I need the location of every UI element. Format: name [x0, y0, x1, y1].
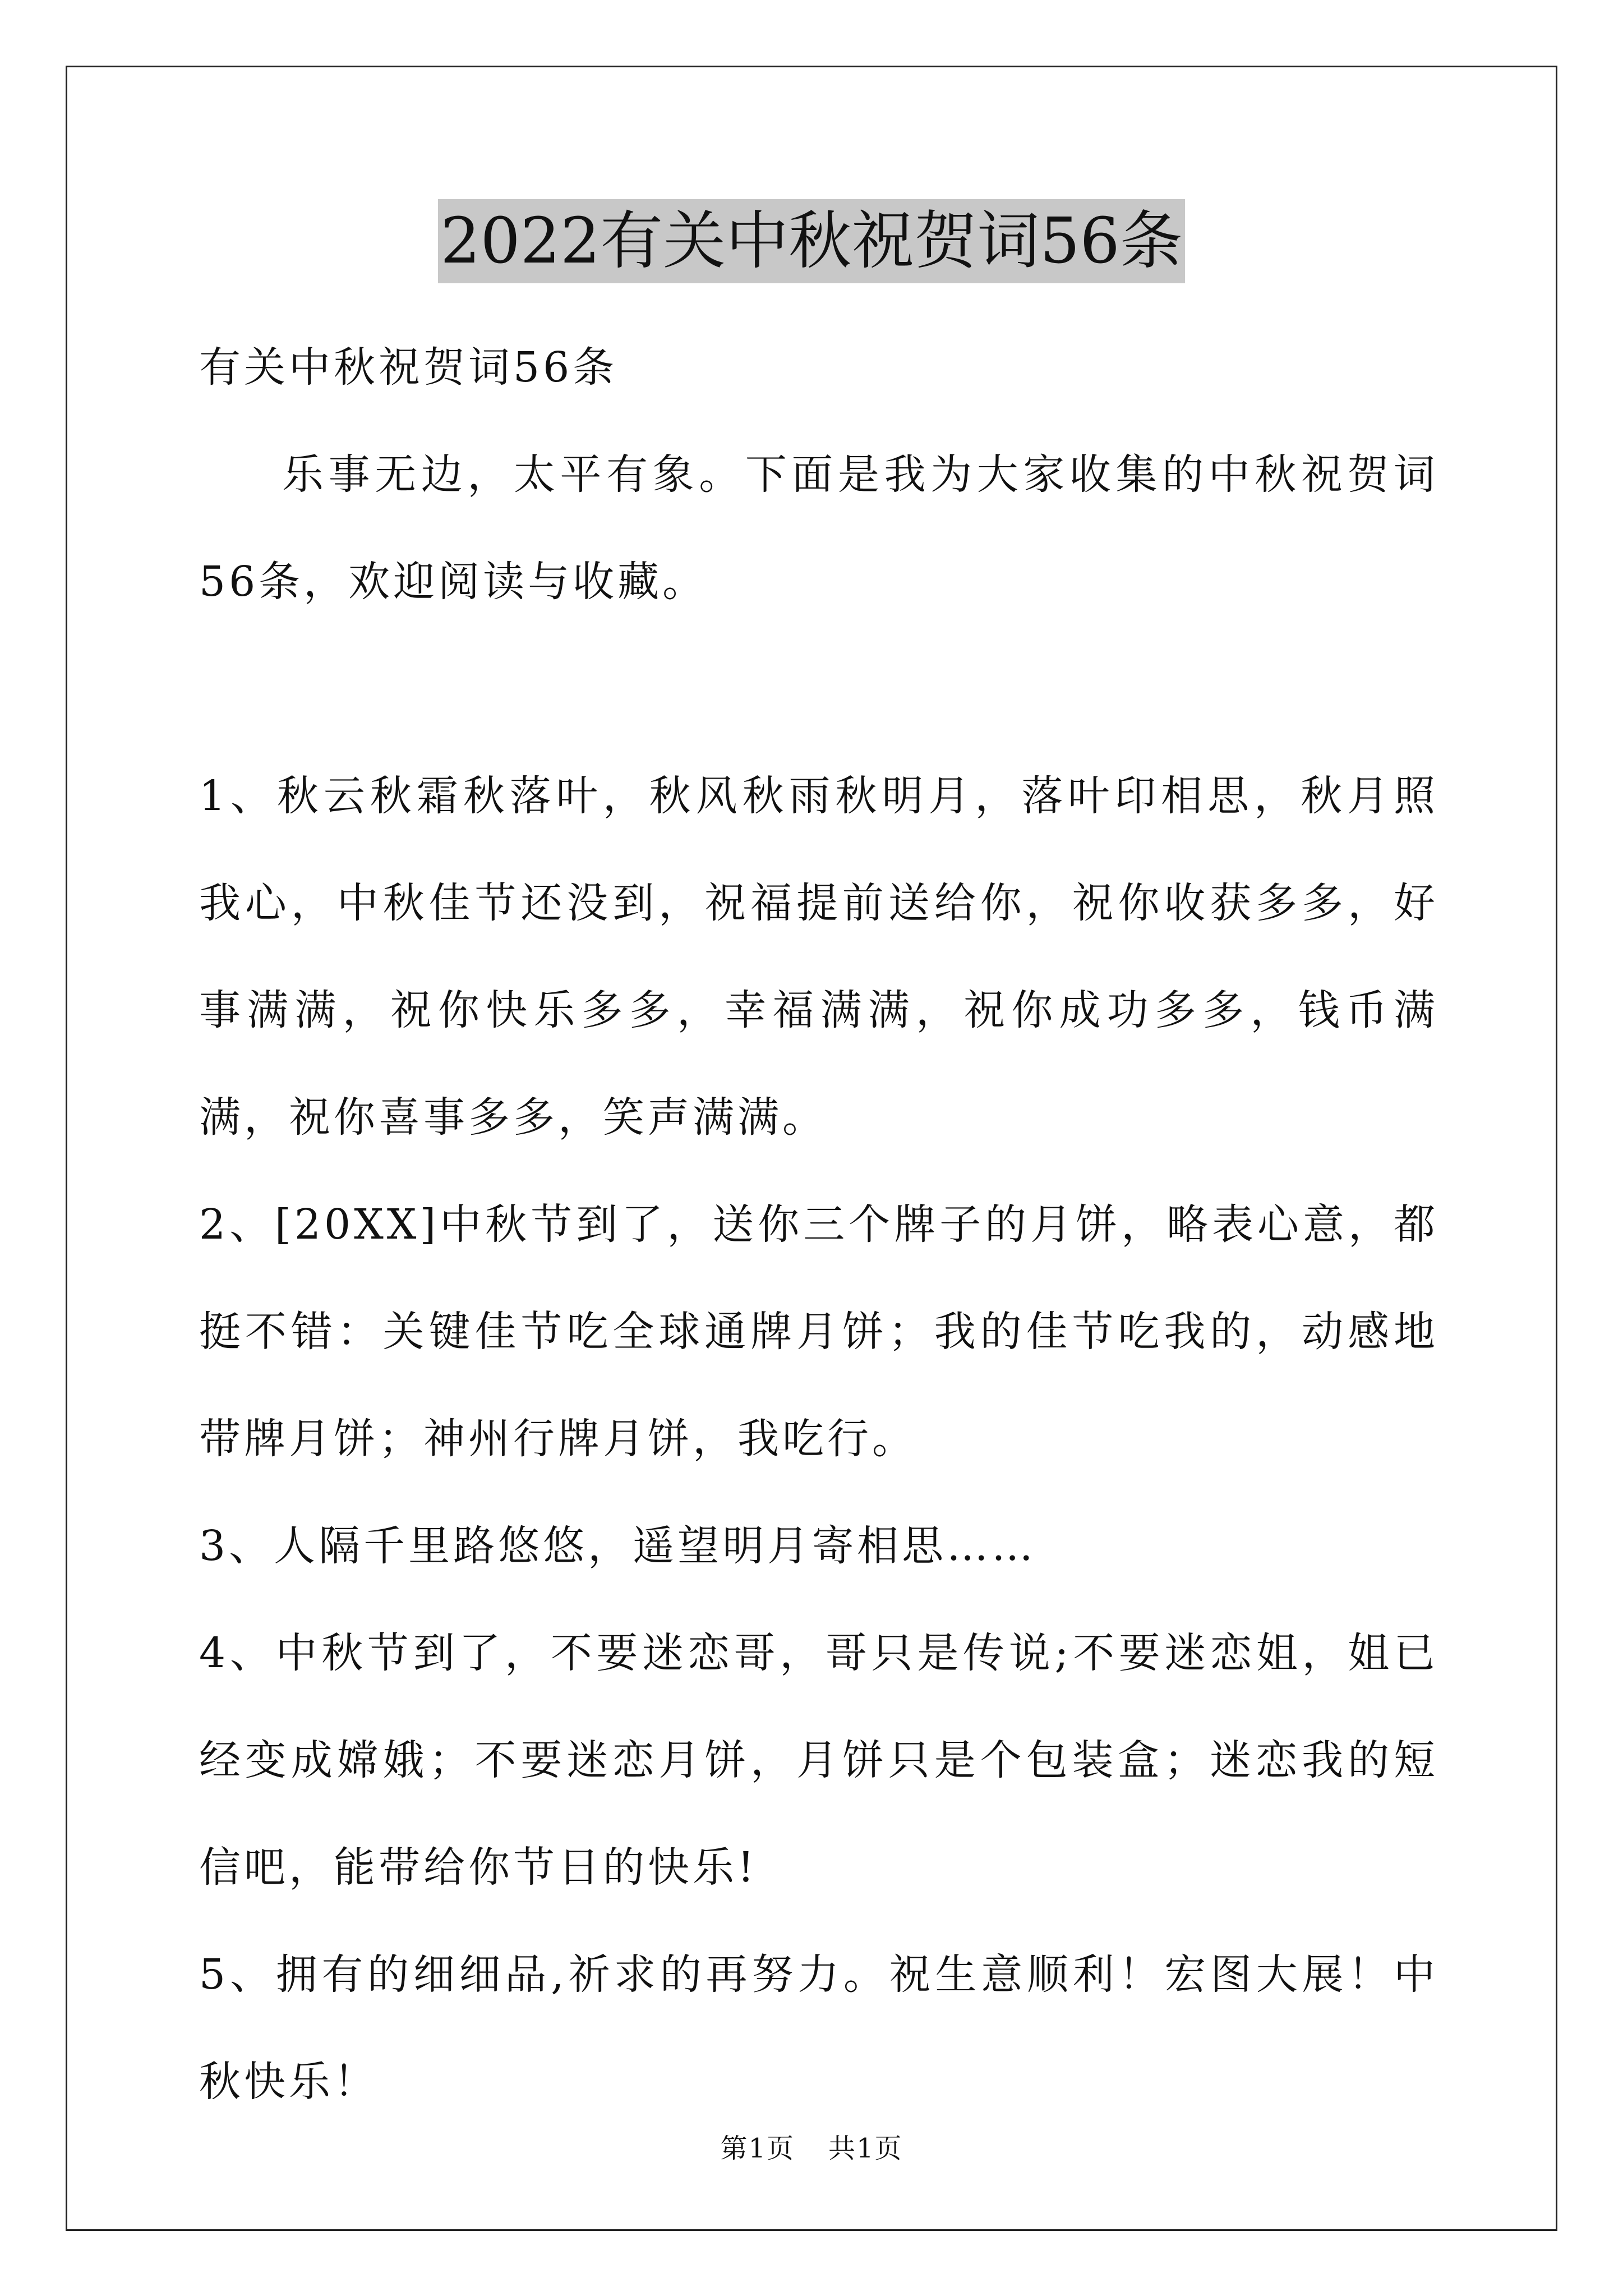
- title-container: [0, 199, 1623, 283]
- document-body: [199, 314, 1438, 2136]
- list-item: 5、拥有的细细品,祈求的再努力。祝生意顺利！宏图大展！中秋快乐！: [199, 1950, 1438, 2106]
- subtitle: 有关中秋祝贺词56条: [199, 343, 618, 392]
- intro-paragraph: 乐事无边，太平有象。下面是我为大家收集的中秋祝贺词56条，欢迎阅读与收藏。: [199, 450, 1438, 606]
- list-item: 4、中秋节到了，不要迷恋哥，哥只是传说;不要迷恋姐，姐已经变成嫦娥；不要迷恋月饼，月饼只是个包装盒；迷恋我的短信吧，能带给你节日的快乐!: [199, 1629, 1438, 1892]
- page-footer: [0, 2132, 1623, 2165]
- page-total: 共1页: [828, 2133, 903, 2164]
- document-title: 2022有关中秋祝贺词56条: [438, 199, 1185, 283]
- list-item: 2、[20XX]中秋节到了，送你三个牌子的月饼，略表心意，都挺不错：关键佳节吃全球通牌月饼；我的佳节吃我的，动感地带牌月饼；神州行牌月饼，我吃行。: [199, 1200, 1439, 1463]
- list-item: 3、人隔千里路悠悠，遥望明月寄相思……: [199, 1522, 1037, 1570]
- blank-line: [199, 636, 1438, 743]
- page-number: 第1页: [720, 2133, 795, 2164]
- list-item: 1、秋云秋霜秋落叶，秋风秋雨秋明月，落叶印相思，秋月照我心，中秋佳节还没到，祝福提前送给你，祝你收获多多，好事满满，祝你快乐多多，幸福满满，祝你成功多多，钱币满满，祝你喜事多多，笑声满满。: [199, 772, 1438, 1142]
